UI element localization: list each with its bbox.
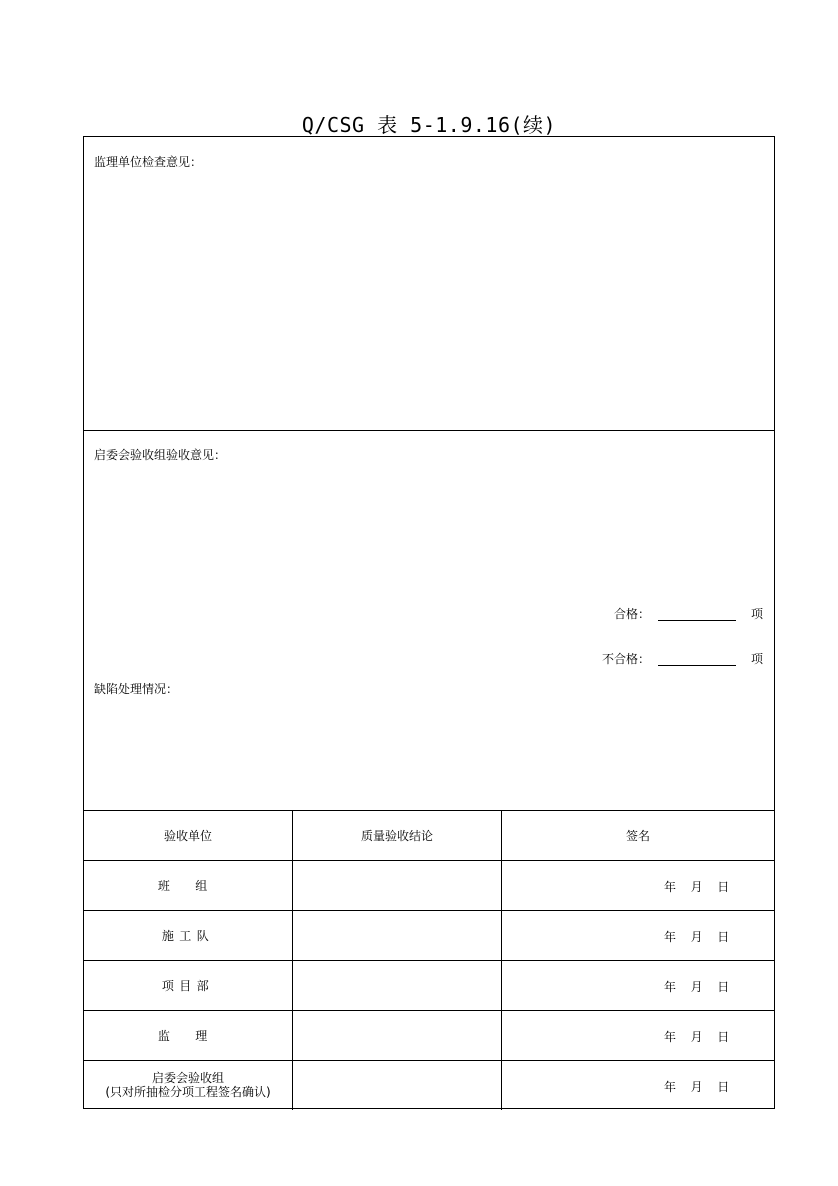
row-unit-construction-crew: 施工队 xyxy=(161,929,215,943)
pass-count-label: 合格： xyxy=(613,607,650,621)
pass-unit-label: 项 xyxy=(751,607,764,621)
row-unit-team: 班 组 xyxy=(157,879,219,893)
page-title: Q/CSG 表 5-1.9.16(续) xyxy=(301,113,557,137)
header-quality-conclusion: 质量验收结论 xyxy=(360,829,433,843)
header-signature: 签名 xyxy=(625,829,650,843)
row-unit-supervision: 监 理 xyxy=(157,1029,219,1043)
row-conclusion-acceptance-group[interactable] xyxy=(293,1061,501,1109)
section-divider xyxy=(84,430,774,431)
row-unit-acceptance-group-name: 启委会验收组 xyxy=(151,1071,224,1085)
row-date-acceptance-group[interactable]: 年 月 日 xyxy=(664,1080,735,1094)
header-acceptance-unit: 验收单位 xyxy=(163,829,212,843)
pass-count-field[interactable] xyxy=(658,620,736,621)
defect-handling-label: 缺陷处理情况： xyxy=(94,682,179,696)
row-date-supervision[interactable]: 年 月 日 xyxy=(664,1030,735,1044)
row-date-team[interactable]: 年 月 日 xyxy=(664,880,735,894)
row-unit-acceptance-group xyxy=(84,1061,292,1109)
fail-count-field[interactable] xyxy=(658,665,736,666)
row-conclusion-construction-crew[interactable] xyxy=(293,911,501,960)
acceptance-form xyxy=(83,136,775,1109)
row-conclusion-project-dept[interactable] xyxy=(293,961,501,1010)
fail-count-label: 不合格： xyxy=(601,652,650,666)
row-conclusion-team[interactable] xyxy=(293,861,501,910)
fail-unit-label: 项 xyxy=(751,652,764,666)
row-unit-acceptance-group-note: (只对所抽检分项工程签名确认) xyxy=(105,1085,271,1099)
row-unit-project-dept: 项目部 xyxy=(161,979,215,993)
row-date-construction-crew[interactable]: 年 月 日 xyxy=(664,930,735,944)
supervision-opinion-label: 监理单位检查意见： xyxy=(94,155,203,169)
row-conclusion-supervision[interactable] xyxy=(293,1011,501,1060)
row-date-project-dept[interactable]: 年 月 日 xyxy=(664,980,735,994)
acceptance-opinion-label: 启委会验收组验收意见： xyxy=(94,448,227,462)
